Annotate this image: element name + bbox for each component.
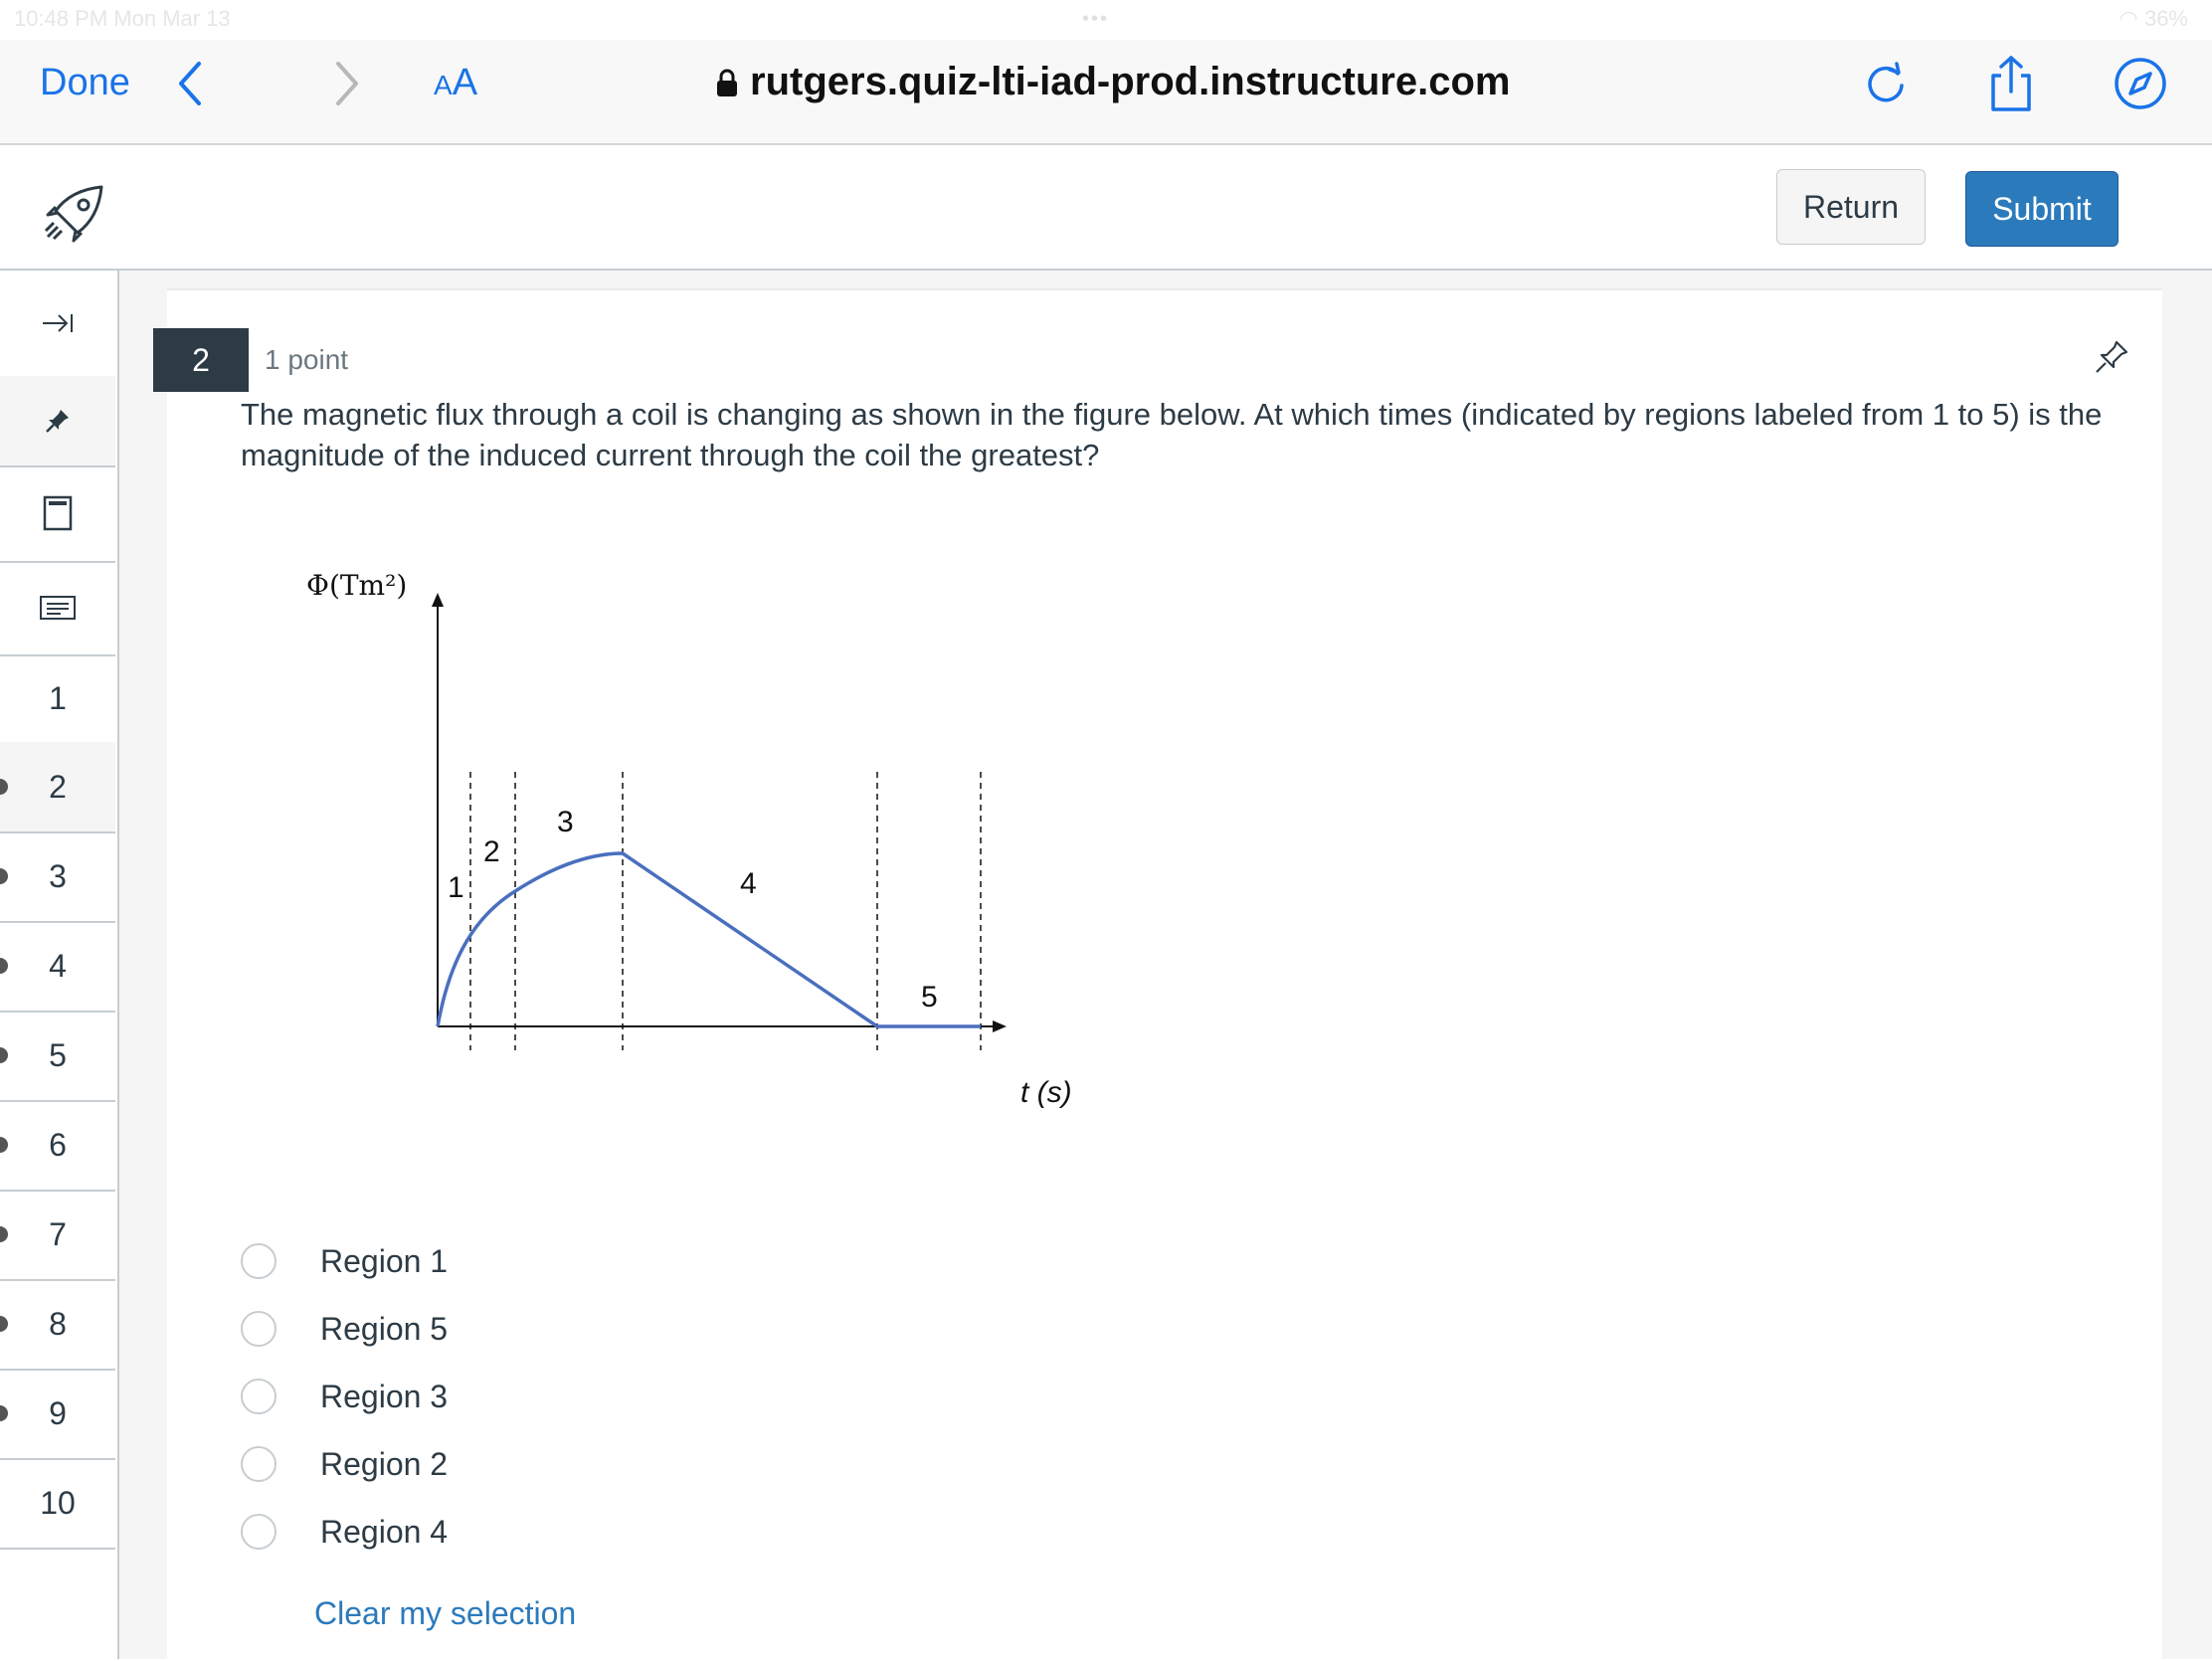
question-nav-item[interactable] <box>0 1279 115 1371</box>
answered-marker <box>0 1137 8 1153</box>
question-nav-item[interactable] <box>0 921 115 1013</box>
pin-question-icon[interactable] <box>2093 338 2130 376</box>
question-nav-number: 9 <box>49 1394 67 1431</box>
compass-icon[interactable] <box>2111 54 2170 113</box>
region-label: 5 <box>921 981 938 1014</box>
question-nav-number: 7 <box>49 1215 67 1252</box>
question-nav-item[interactable] <box>0 1369 115 1460</box>
question-navigation-sidebar <box>0 271 119 1659</box>
flux-curve <box>438 853 981 1026</box>
y-axis-label: Φ(Tm²) <box>306 569 408 602</box>
radio-button[interactable] <box>241 1243 276 1279</box>
answered-marker <box>0 1047 8 1063</box>
region-label: 2 <box>483 835 500 868</box>
answer-option[interactable] <box>241 1436 448 1492</box>
region-label: 4 <box>740 867 757 900</box>
answer-option[interactable] <box>241 1369 448 1424</box>
pinned-questions-button[interactable] <box>0 376 115 467</box>
share-icon[interactable] <box>1981 54 2041 113</box>
region-label: 1 <box>448 871 464 904</box>
question-nav-number: 8 <box>49 1305 67 1342</box>
text-size-large-a: A <box>452 62 478 103</box>
question-nav-item[interactable] <box>0 742 115 833</box>
answer-label: Region 1 <box>320 1242 449 1279</box>
answered-marker <box>0 868 8 884</box>
question-nav-item[interactable] <box>0 654 115 744</box>
text-size-small-a: A <box>434 70 453 100</box>
question-nav-number: 10 <box>40 1484 76 1521</box>
wifi-icon: ◠ <box>2119 6 2144 31</box>
answered-marker <box>0 958 8 974</box>
clear-selection-link[interactable]: Clear my selection <box>314 1595 577 1631</box>
calculator-button[interactable] <box>0 465 115 563</box>
address-bar[interactable] <box>716 60 1510 104</box>
answer-label: Region 3 <box>320 1378 449 1414</box>
answer-option[interactable] <box>241 1233 448 1289</box>
browser-toolbar <box>0 40 2212 145</box>
radio-button[interactable] <box>241 1379 276 1414</box>
calculator-icon <box>43 495 73 531</box>
collapse-sidebar-button[interactable] <box>0 271 115 378</box>
question-nav-item[interactable] <box>0 1190 115 1281</box>
question-nav-number: 3 <box>49 857 67 894</box>
question-nav-item[interactable] <box>0 1458 115 1550</box>
lock-icon <box>716 68 738 97</box>
multitask-dots[interactable]: ••• <box>1082 8 1110 30</box>
answer-label: Region 2 <box>320 1445 449 1482</box>
x-axis-arrow <box>993 1020 1007 1032</box>
battery-percent: 36% <box>2143 6 2188 31</box>
url-text: rutgers.quiz-lti-iad-prod.instructure.com <box>750 60 1511 103</box>
text-size-button[interactable] <box>434 62 477 104</box>
question-nav-number: 1 <box>49 679 67 716</box>
notes-icon <box>39 595 77 621</box>
answered-marker <box>0 1316 8 1332</box>
status-time: 10:48 PM Mon Mar 13 <box>14 6 231 31</box>
answered-marker <box>0 1405 8 1421</box>
question-number-badge: 2 <box>153 328 249 392</box>
question-nav-number: 6 <box>49 1126 67 1163</box>
return-button[interactable]: Return <box>1776 169 1926 245</box>
done-button[interactable]: Done <box>40 62 130 103</box>
quiz-header <box>0 145 2212 271</box>
answered-marker <box>0 1226 8 1242</box>
question-points: 1 point <box>265 344 349 375</box>
question-nav-item[interactable] <box>0 1011 115 1102</box>
answered-marker <box>0 779 8 795</box>
radio-button[interactable] <box>241 1514 276 1550</box>
x-axis-label: t (s) <box>1020 1076 1072 1109</box>
flux-graph <box>288 553 1104 1130</box>
question-nav-item[interactable] <box>0 1100 115 1192</box>
radio-button[interactable] <box>241 1311 276 1347</box>
answer-option[interactable] <box>241 1504 448 1560</box>
radio-button[interactable] <box>241 1446 276 1482</box>
reload-icon[interactable] <box>1856 54 1916 113</box>
rocket-icon <box>44 183 107 243</box>
question-nav-item[interactable] <box>0 831 115 923</box>
question-nav-number: 4 <box>49 947 67 984</box>
battery-status <box>2120 6 2188 32</box>
answer-option[interactable] <box>241 1301 448 1357</box>
answer-label: Region 4 <box>320 1513 449 1550</box>
answer-label: Region 5 <box>320 1310 449 1347</box>
arrow-to-right-icon <box>41 311 75 335</box>
region-label: 3 <box>557 806 574 838</box>
status-bar <box>0 0 2212 40</box>
question-nav-number: 2 <box>49 768 67 805</box>
forward-icon[interactable] <box>326 56 366 111</box>
pin-icon <box>45 408 71 434</box>
question-nav-number: 5 <box>49 1036 67 1073</box>
back-icon[interactable] <box>171 56 211 111</box>
y-axis-arrow <box>432 593 444 607</box>
notes-button[interactable] <box>0 561 115 656</box>
question-text: The magnetic flux through a coil is changing as shown in the figure below. At which times (indicated by regions labeled from 1 to 5) is the magnitude of the induced current through the coil the greatest? <box>241 397 2103 472</box>
submit-button[interactable]: Submit <box>1965 171 2119 247</box>
